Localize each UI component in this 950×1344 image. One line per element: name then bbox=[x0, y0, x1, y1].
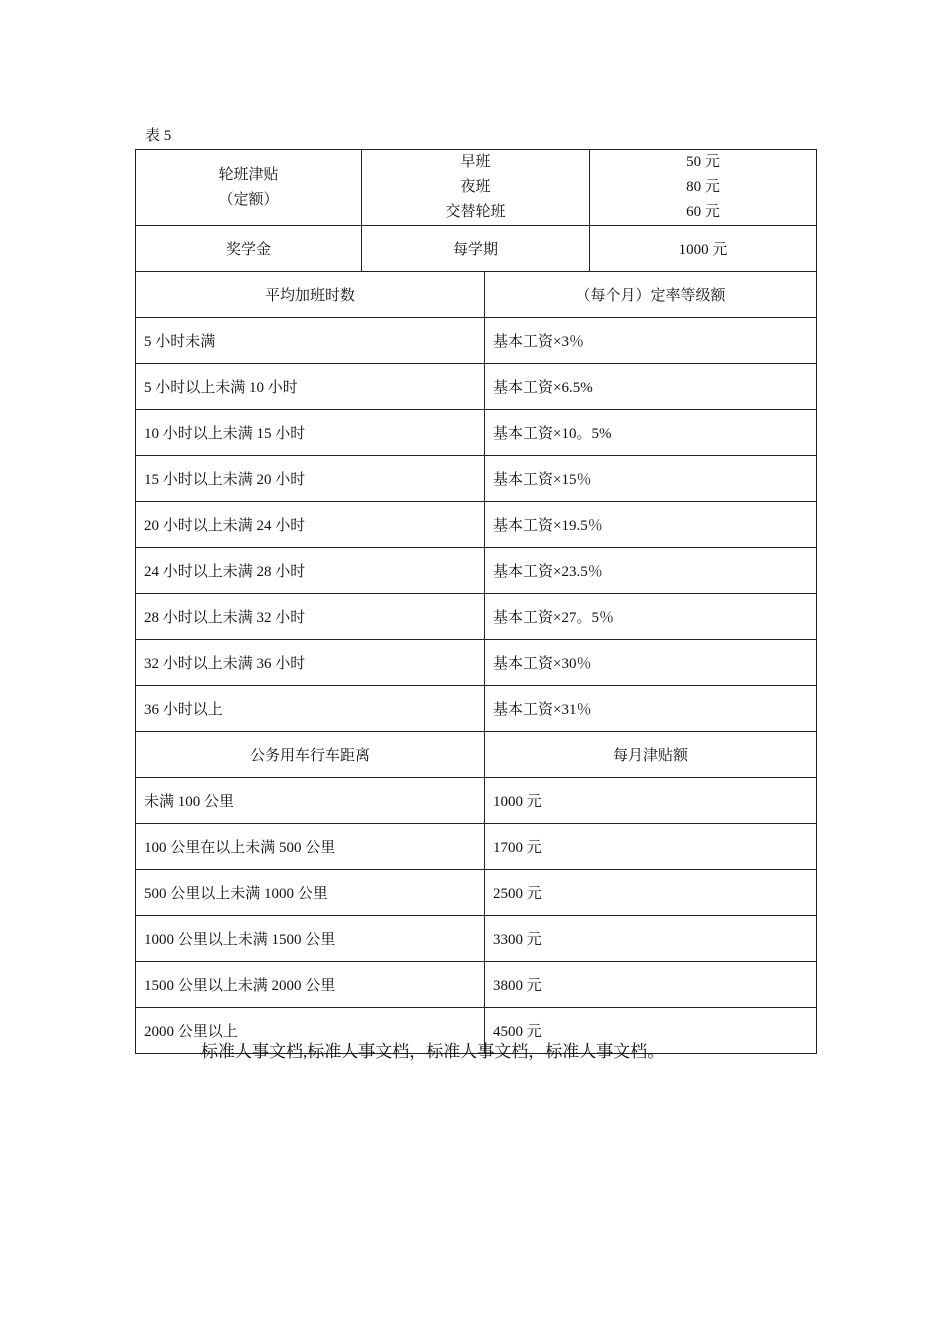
overtime-hours: 24 小时以上未满 28 小时 bbox=[136, 548, 485, 593]
overtime-header-rate: （每个月）定率等级额 bbox=[485, 272, 817, 317]
vehicle-header-distance: 公务用车行车距离 bbox=[136, 732, 485, 777]
vehicle-amount: 1000 元 bbox=[485, 778, 817, 823]
overtime-header-row bbox=[136, 272, 817, 318]
table-row bbox=[136, 318, 817, 364]
overtime-rate: 基本工资×3％ bbox=[485, 318, 817, 363]
scholarship-period: 每学期 bbox=[362, 226, 590, 271]
table-row bbox=[136, 548, 817, 594]
table-row bbox=[136, 870, 817, 916]
overtime-rate: 基本工资×23.5％ bbox=[485, 548, 817, 593]
shift-allowance-label-cell bbox=[136, 150, 362, 225]
overtime-rate: 基本工资×27。5％ bbox=[485, 594, 817, 639]
shift-allowance-row bbox=[136, 150, 817, 226]
vehicle-amount: 2500 元 bbox=[485, 870, 817, 915]
table-row bbox=[136, 686, 817, 732]
table-row bbox=[136, 962, 817, 1008]
shift-amount: 50 元 bbox=[686, 154, 720, 170]
vehicle-amount: 3300 元 bbox=[485, 916, 817, 961]
table-row bbox=[136, 824, 817, 870]
vehicle-distance: 1000 公里以上未满 1500 公里 bbox=[136, 916, 485, 961]
overtime-rate: 基本工资×15％ bbox=[485, 456, 817, 501]
table-caption: 表 5 bbox=[145, 128, 172, 144]
table-row bbox=[136, 456, 817, 502]
shift-amounts-cell bbox=[590, 150, 817, 225]
overtime-hours: 32 小时以上未满 36 小时 bbox=[136, 640, 485, 685]
vehicle-amount: 4500 元 bbox=[485, 1008, 817, 1053]
vehicle-header-amount: 每月津贴额 bbox=[485, 732, 817, 777]
allowance-table bbox=[135, 149, 817, 1054]
overtime-rate: 基本工资×10。5% bbox=[485, 410, 817, 455]
shift-allowance-label: 轮班津贴 bbox=[218, 166, 279, 183]
table-row bbox=[136, 410, 817, 456]
overtime-hours: 15 小时以上未满 20 小时 bbox=[136, 456, 485, 501]
table-row bbox=[136, 502, 817, 548]
shift-type: 早班 bbox=[460, 154, 491, 170]
vehicle-distance: 1500 公里以上未满 2000 公里 bbox=[136, 962, 485, 1007]
vehicle-distance: 未满 100 公里 bbox=[136, 778, 485, 823]
shift-amount: 80 元 bbox=[686, 179, 720, 195]
scholarship-amount: 1000 元 bbox=[590, 226, 817, 271]
overtime-hours: 28 小时以上未满 32 小时 bbox=[136, 594, 485, 639]
table-row bbox=[136, 364, 817, 410]
vehicle-amount: 1700 元 bbox=[485, 824, 817, 869]
table-row bbox=[136, 640, 817, 686]
scholarship-label: 奖学金 bbox=[136, 226, 362, 271]
table-row bbox=[136, 594, 817, 640]
table-row bbox=[136, 778, 817, 824]
shift-type: 交替轮班 bbox=[445, 204, 506, 220]
overtime-rate: 基本工资×30％ bbox=[485, 640, 817, 685]
shift-type: 夜班 bbox=[460, 179, 491, 195]
footer-text: 标准人事文档,标准人事文档，标准人事文档，标准人事文档。 bbox=[201, 1042, 665, 1061]
vehicle-distance: 100 公里在以上未满 500 公里 bbox=[136, 824, 485, 869]
overtime-hours: 5 小时未满 bbox=[136, 318, 485, 363]
overtime-rate: 基本工资×19.5％ bbox=[485, 502, 817, 547]
vehicle-distance: 500 公里以上未满 1000 公里 bbox=[136, 870, 485, 915]
overtime-hours: 10 小时以上未满 15 小时 bbox=[136, 410, 485, 455]
overtime-hours: 36 小时以上 bbox=[136, 686, 485, 731]
vehicle-amount: 3800 元 bbox=[485, 962, 817, 1007]
table-row bbox=[136, 916, 817, 962]
shift-amount: 60 元 bbox=[686, 204, 720, 220]
overtime-hours: 20 小时以上未满 24 小时 bbox=[136, 502, 485, 547]
overtime-rate: 基本工资×6.5% bbox=[485, 364, 817, 409]
vehicle-header-row bbox=[136, 732, 817, 778]
vehicle-distance: 2000 公里以上 bbox=[136, 1008, 485, 1053]
scholarship-row bbox=[136, 226, 817, 272]
shift-types-cell bbox=[362, 150, 590, 225]
overtime-header-hours: 平均加班时数 bbox=[136, 272, 485, 317]
overtime-hours: 5 小时以上未满 10 小时 bbox=[136, 364, 485, 409]
shift-allowance-note: （定额） bbox=[218, 191, 279, 208]
overtime-rate: 基本工资×31％ bbox=[485, 686, 817, 731]
